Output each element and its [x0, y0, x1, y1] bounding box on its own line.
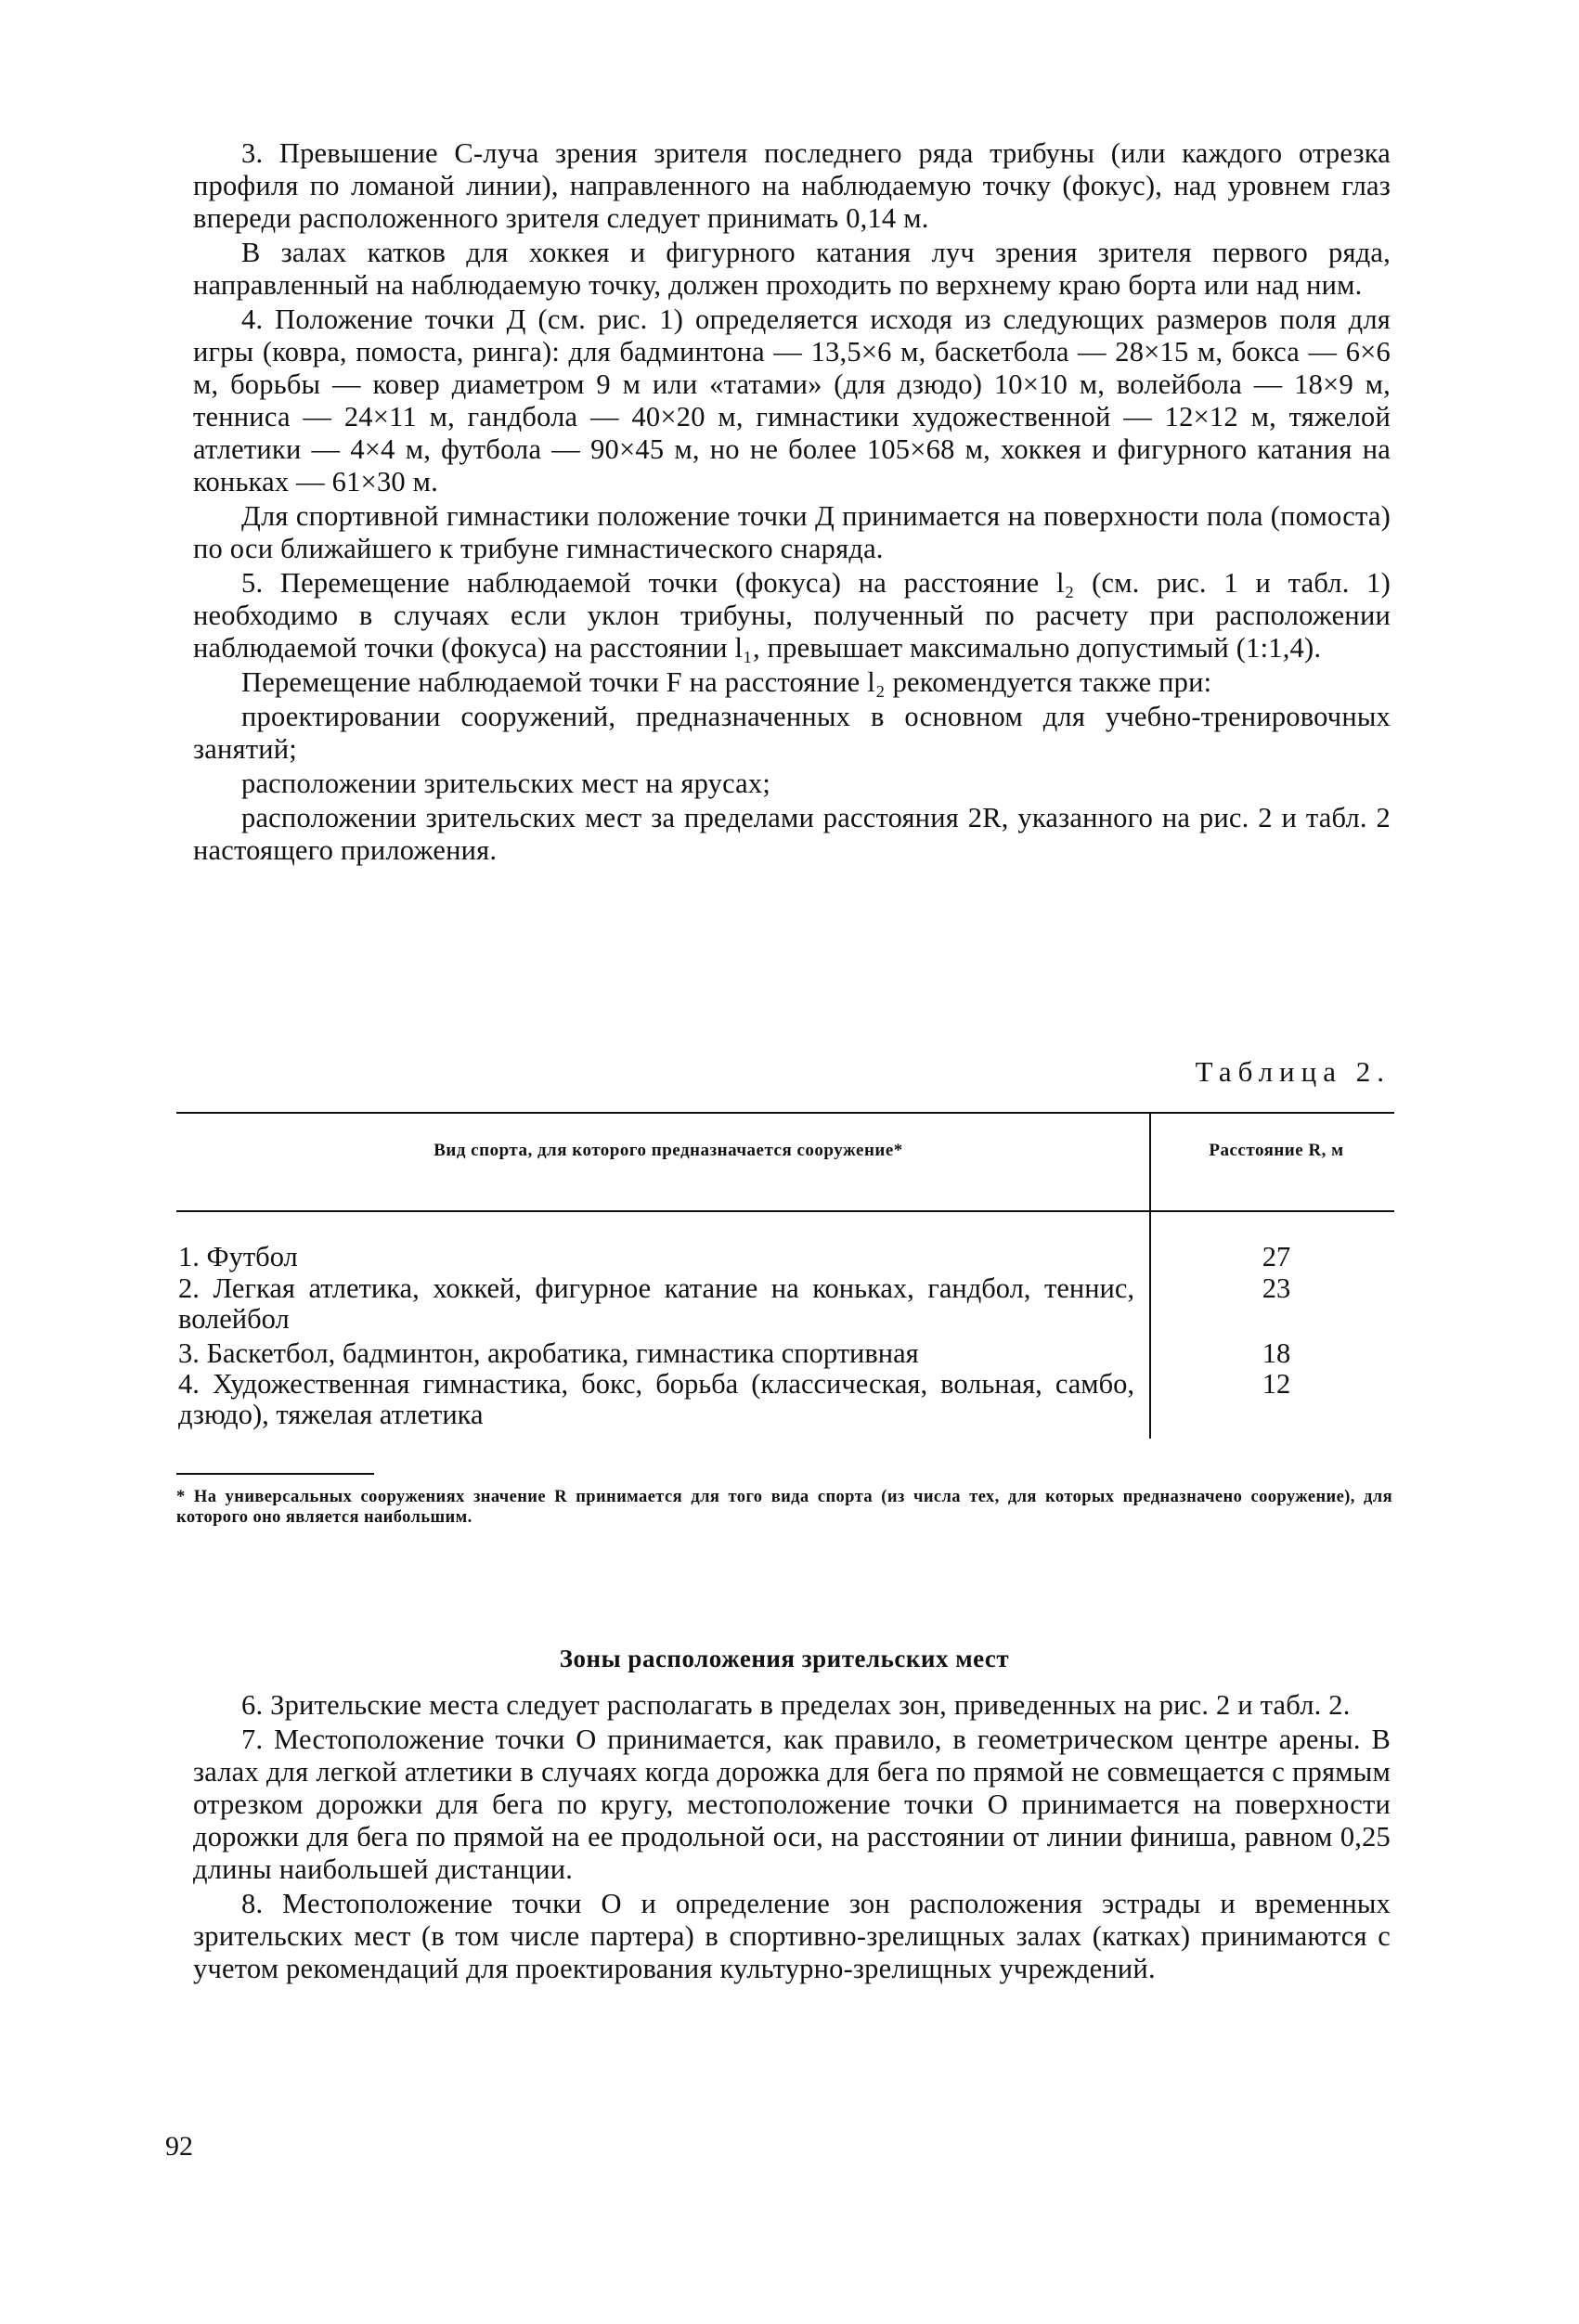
list-item-training: проектировании сооружений, предназначенных в основном для учебно-тренировочных занятий;: [193, 701, 1391, 765]
footnote-rule: [176, 1473, 374, 1475]
paragraph-7: 7. Местоположение точки О принимается, как правило, в геометрическом центре арены. В залах для легкой атлетики в случаях когда дорожка для бега по прямой не совмещается с прямым отрезком дорожки для бега по кругу, местоположение точки О принимается на поверхности дорожки для бега по прямой на ее продольной оси, на расстоянии от линии финиша, равном 0,25 длины наибольшей дистанции.: [193, 1724, 1391, 1885]
section-heading: Зоны расположения зрительских мест: [559, 1645, 1010, 1672]
page-number: 92: [165, 2131, 193, 2162]
table-row-4-sport: 4. Художественная гимнастика, бокс, борьба (классическая, вольная, самбо, дзюдо), тяжелая атлетика: [178, 1368, 1134, 1430]
table-row-4-distance: 12: [1262, 1368, 1291, 1400]
top-text-block: [193, 137, 1391, 869]
paragraph-8: 8. Местоположение точки О и определение зон расположения эстрады и временных зрительских мест (в том числе партера) в спортивно-зрелищных залах (катках) принимаются с учетом рекомендаций для проектирования культурно-зрелищных учреждений.: [193, 1888, 1391, 1984]
paragraph-4-gymnastics: Для спортивной гимнастики положение точки Д принимается на поверхности пола (помоста) по оси ближайшего к трибуне гимнастического снаряда.: [193, 500, 1391, 564]
table-row-3-distance: 18: [1262, 1337, 1291, 1369]
table-column-divider: [1149, 1112, 1151, 1439]
table-footnote: * На универсальных сооружениях значение R принимается для того вида спорта (из числа тех, для которых предназначено сооружение), для которого оно является наибольшим.: [176, 1488, 1392, 1527]
paragraph-3-ice-rinks: В залах катков для хоккея и фигурного катания луч зрения зрителя первого ряда, направленный на наблюдаемую точку, должен проходить по верхнему краю борта или над ним.: [193, 237, 1391, 301]
list-item-tiers: расположении зрительских мест на ярусах;: [241, 768, 771, 799]
paragraph-5: 5. Перемещение наблюдаемой точки (фокуса) на расстояние l₂ (см. рис. 1 и табл. 1) необходимо в случаях если уклон трибуны, полученный по расчету при расположении наблюдаемой точки (фокуса) на расстоянии l₁, превышает максимально допустимый (1:1,4).: [193, 567, 1391, 664]
table-row-3-sport: 3. Баскетбол, бадминтон, акробатика, гимнастика спортивная: [178, 1337, 919, 1369]
table-header-rule: [176, 1210, 1394, 1212]
paragraph-3: 3. Превышение С-луча зрения зрителя последнего ряда трибуны (или каждого отрезка профиля по ломаной линии), направленного на наблюдаемую точку (фокус), над уровнем глаз впереди расположенного зрителя следует принимать 0,14 м.: [193, 137, 1391, 234]
paragraph-6: 6. Зрительские места следует располагать в пределах зон, приведенных на рис. 2 и табл. 2.: [241, 1689, 1351, 1721]
table-header-distance: Расстояние R, м: [1209, 1141, 1344, 1160]
paragraph-5-recommend: Перемещение наблюдаемой точки F на расстояние l₂ рекомендуется также при:: [241, 666, 1212, 698]
table-row-2-sport: 2. Легкая атлетика, хоккей, фигурное катание на коньках, гандбол, теннис, волейбол: [178, 1272, 1134, 1335]
paragraph-4: 4. Положение точки Д (см. рис. 1) определяется исходя из следующих размеров поля для игры (ковра, помоста, ринга): для бадминтона — 13,5×6 м, баскетбола — 28×15 м, бокса — 6×6 м, борьбы — ковер диаметром 9 м или «татами» (для дзюдо) 10×10 м, волейбола — 18×9 м, тенниса — 24×11 м, гандбола — 40×20 м, гимнастики художественной — 12×12 м, тяжелой атлетики — 4×4 м, футбола — 90×45 м, но не более 105×68 м, хоккея и фигурного катания на коньках — 61×30 м.: [193, 303, 1391, 497]
table-row-1-sport: 1. Футбол: [178, 1241, 298, 1272]
bottom-text-block: [193, 1689, 1391, 1987]
table-caption: Таблица 2.: [1195, 1055, 1391, 1088]
list-item-beyond-2r: расположении зрительских мест за пределами расстояния 2R, указанного на рис. 2 и табл. 2 настоящего приложения.: [193, 802, 1391, 866]
table-row-1-distance: 27: [1262, 1241, 1291, 1272]
table-row-2-distance: 23: [1262, 1272, 1291, 1304]
table-top-rule: [176, 1112, 1394, 1114]
table-header-sport: Вид спорта, для которого предназначается сооружение*: [434, 1141, 903, 1160]
